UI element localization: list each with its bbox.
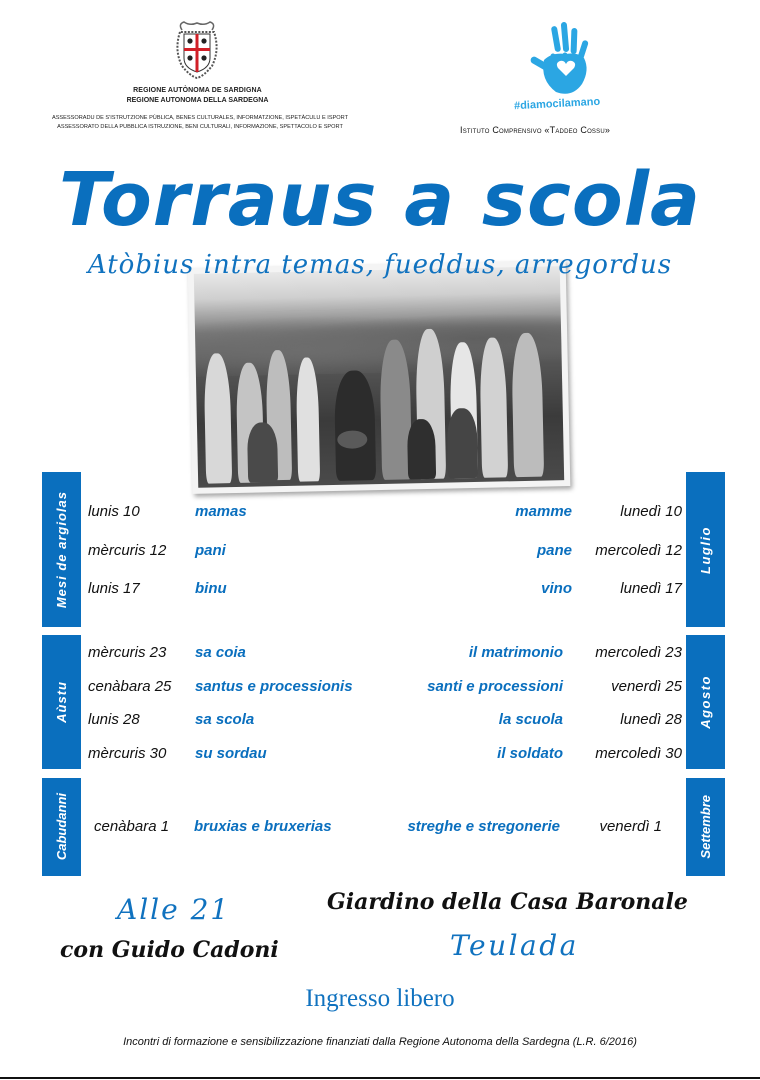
topic-sardinian: bruxias e bruxerias [194,818,332,835]
topic-sardinian: santus e processionis [195,678,353,695]
schedule-row [0,580,760,600]
topic-sardinian: sa coia [195,644,246,661]
month-label: Luglio [698,525,713,574]
month-label: Mesi de argiolas [54,490,69,609]
month-label: Agosto [698,675,713,729]
day-italian: lunedì 17 [620,580,682,597]
topic-sardinian: mamas [195,503,247,520]
day-italian: mercoledì 23 [595,644,682,661]
sardinia-crest-icon [172,20,222,80]
event-time: Alle 21 [117,893,231,926]
day-sardinian: mèrcuris 23 [88,644,167,661]
school-name: Istituto Comprensivo «Taddeo Cossu» [460,125,611,135]
day-sardinian: lunis 28 [88,711,140,728]
group-photo [188,260,571,494]
day-sardinian: mèrcuris 12 [88,542,167,559]
event-host: con Guido Cadoni [60,937,279,963]
funding-footnote: Incontri di formazione e sensibilizzazione finanziati dalla Regione Autonoma della Sardegna (L.R. 6/2016) [123,1036,637,1048]
day-sardinian: lunis 10 [88,503,140,520]
entry-info: Ingresso libero [305,985,455,1012]
topic-italian: il matrimonio [468,644,563,661]
day-italian: lunedì 28 [620,711,682,728]
topic-italian: santi e processioni [427,678,563,695]
department-italian: ASSESSORATO DELLA PUBBLICA ISTRUZIONE, BENI CULTURALI, INFORMAZIONE, SPETTACOLO E SPORT [57,124,343,130]
schedule-row [0,711,760,731]
event-town: Teulada [450,929,579,962]
page-subtitle: Atòbius intra temas, fueddus, arregordus [87,250,673,280]
event-venue: Giardino della Casa Baronale [327,889,688,915]
region-name-italian: REGIONE AUTONOMA DELLA SARDEGNA [126,97,269,104]
photo-image [194,266,564,488]
schedule-row [0,644,760,664]
page-title: Torraus a scola [59,157,701,243]
topic-sardinian: pani [195,542,226,559]
schedule-row [0,818,760,838]
bottom-divider [0,1077,760,1079]
day-italian: venerdì 1 [599,818,662,835]
day-sardinian: cenàbara 25 [88,678,172,695]
topic-italian: streghe e stregonerie [407,818,560,835]
day-sardinian: cenàbara 1 [94,818,170,835]
schedule-row [0,678,760,698]
month-label: Cabudanni [54,793,69,861]
topic-italian: vino [541,580,572,597]
topic-sardinian: su sordau [195,745,267,762]
hashtag-label: #diamocilamano [513,95,601,113]
day-italian: lunedì 10 [620,503,682,520]
month-label: Settembre [698,795,713,859]
topic-sardinian: binu [195,580,227,597]
schedule-row [0,542,760,562]
month-label: Aùstu [54,681,69,723]
day-italian: mercoledì 12 [595,542,682,559]
topic-italian: mamme [515,503,572,520]
topic-sardinian: sa scola [195,711,255,728]
topic-italian: pane [536,542,572,559]
topic-italian: la scuola [498,711,563,728]
topic-italian: il soldato [497,745,563,762]
schedule-row [0,745,760,765]
day-sardinian: lunis 17 [88,580,140,597]
day-italian: mercoledì 30 [595,745,682,762]
hand-heart-icon [522,18,602,100]
day-sardinian: mèrcuris 30 [88,745,167,762]
region-name-sardinian: REGIONE AUTÒNOMA DE SARDIGNA [133,87,262,94]
department-sardinian: ASSESSORADU DE S'ISTRUTZIONE PÙBLICA, BENES CULTURALES, INFORMATZIONE, ISPETÀCULU E ISPORT [51,115,349,121]
day-italian: venerdì 25 [611,678,682,695]
schedule-row [0,503,760,523]
